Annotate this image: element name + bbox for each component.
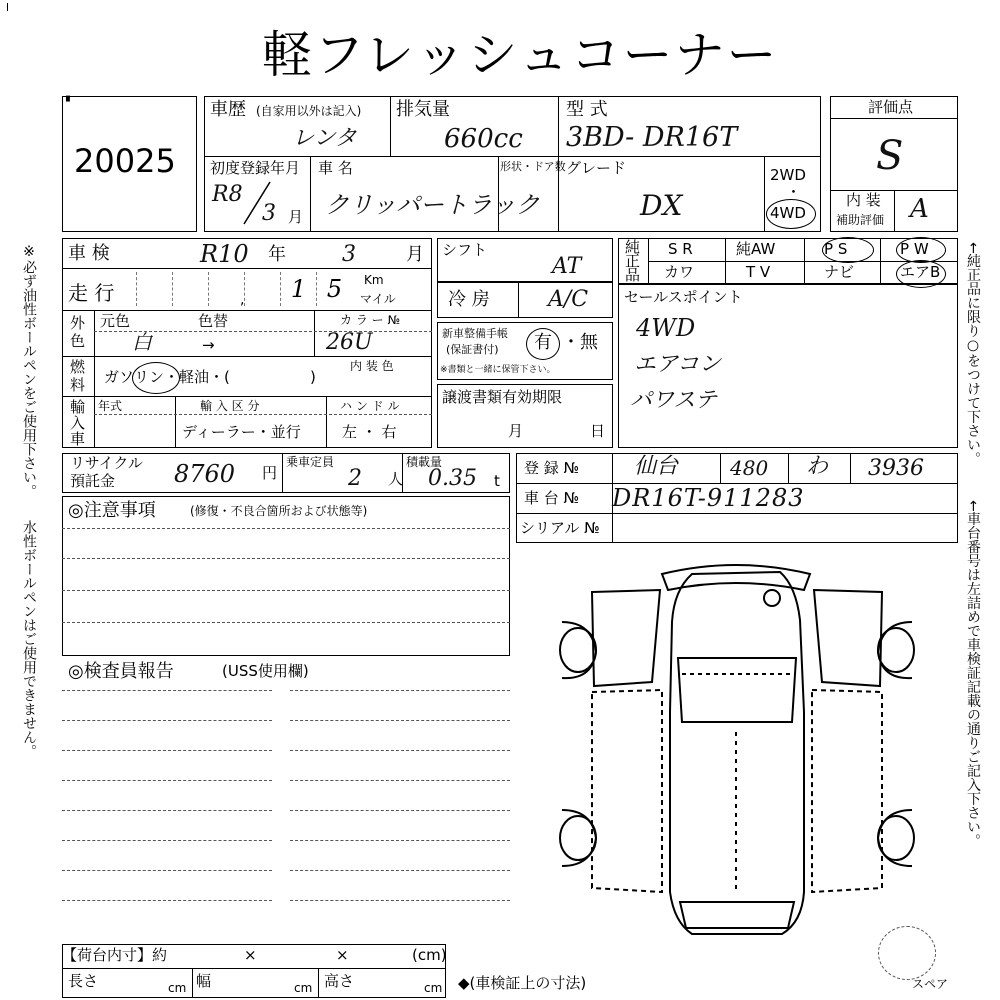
first-registration-label: 初度登録年月	[210, 159, 301, 177]
fuel-close-paren: )	[310, 368, 316, 386]
option-ps: P S	[824, 240, 848, 258]
inspector-line	[290, 780, 510, 781]
diagram-roof	[662, 565, 810, 590]
mileage-digit-cell	[136, 272, 172, 306]
import-type-value: ディーラー・並行	[182, 423, 301, 441]
maintenance-sub: (保証書付)	[446, 343, 499, 356]
history-note: (自家用以外は記入)	[256, 104, 362, 118]
grid-line	[764, 156, 765, 232]
inspector-line	[290, 900, 510, 901]
cargo-x1: ×	[244, 946, 257, 964]
inspection-era: R10	[200, 240, 249, 268]
transfer-label: 譲渡書類有効期限	[442, 388, 563, 406]
vehicle-diagram	[552, 562, 960, 944]
cargo-height-cm: cm	[424, 981, 443, 995]
grid-line	[326, 396, 327, 448]
lot-corner-mark: ▘	[66, 97, 74, 108]
color-no-value: 26U	[326, 330, 373, 355]
evaluation-label: 評価点	[868, 98, 914, 116]
arch-rr	[878, 810, 912, 866]
interior-color-label: 内 装 色	[350, 359, 394, 373]
recycle-value: 8760	[174, 460, 236, 488]
grid-line	[62, 356, 432, 357]
first-registration-month: 3	[262, 201, 276, 226]
drive-dot: ・	[786, 183, 802, 201]
mileage-digit-cell	[208, 272, 244, 306]
fuel-options: ガソリン・軽油・(	[104, 368, 230, 386]
inspection-month: 3	[342, 242, 356, 267]
grid-line	[192, 968, 193, 998]
drive-4wd-circle	[766, 199, 816, 229]
options-label-top: 純	[625, 238, 641, 256]
diagram-right-lower	[812, 690, 882, 892]
grid-line	[204, 156, 821, 157]
option-tv: T V	[746, 263, 771, 281]
maintenance-label: 新車整備手帳	[442, 327, 508, 340]
handle-label: ハ ン ド ル	[340, 399, 400, 413]
registration-area: 仙台	[634, 454, 679, 479]
grid-line	[648, 238, 649, 284]
recycle-unit: 円	[262, 464, 278, 482]
inspector-line	[62, 720, 272, 721]
mileage-digit-cell	[172, 272, 208, 306]
fuel-gasoline-circle	[132, 362, 180, 394]
maintenance-no: 無	[580, 332, 598, 353]
cargo-height: 高さ	[324, 972, 355, 990]
inspector-line	[62, 870, 272, 871]
load-label: 積載量	[406, 455, 443, 469]
notes-line	[62, 590, 510, 591]
inspector-line	[290, 690, 510, 691]
evaluation-score: S	[876, 133, 904, 179]
import-year-label: 年式	[98, 399, 123, 413]
arch-fr	[878, 622, 912, 678]
model-code-label: 型 式	[566, 99, 608, 120]
cargo-width: 幅	[196, 972, 212, 990]
mileage-unit-mile: マイル	[360, 292, 396, 306]
color-change-label: 色替	[198, 312, 229, 330]
inspection-label: 車 検	[68, 243, 110, 264]
diagram-left-side	[592, 590, 660, 686]
sales-points-label: セールスポイント	[624, 288, 743, 306]
cargo-note: ◆(車検証上の寸法)	[458, 974, 587, 992]
first-registration-year: R8	[212, 182, 243, 207]
exterior-color-label-b: 色	[70, 332, 86, 350]
model-code-value: 3BD- DR16T	[566, 122, 738, 153]
history-value: レンタ	[292, 126, 357, 151]
arch-fl	[562, 622, 596, 678]
mileage-digit-cell: 1	[280, 272, 316, 306]
interior-eval-label: 内 装	[846, 191, 881, 209]
grid-line	[62, 968, 446, 969]
inspection-month-unit: 月	[406, 244, 424, 265]
cargo-length: 長さ	[68, 972, 99, 990]
ac-label: 冷 房	[448, 289, 490, 310]
inspector-line	[62, 780, 272, 781]
inspector-line	[62, 900, 272, 901]
import-label-c: 車	[70, 430, 86, 448]
grid-line	[94, 414, 432, 415]
sales-point-3: パワステ	[630, 388, 717, 413]
notes-line	[62, 622, 510, 623]
first-registration-month-unit: 月	[288, 208, 304, 226]
grid-line	[788, 453, 789, 483]
grid-line	[516, 513, 958, 514]
diagram-windshield	[678, 658, 796, 722]
shift-label: シフト	[442, 241, 488, 259]
left-margin-note-1: ※必ず油性ボールペンをご使用下さい。	[21, 244, 37, 498]
inspection-grid	[62, 238, 432, 448]
inspection-year-unit: 年	[268, 244, 286, 265]
options-label-3: 品	[625, 266, 641, 284]
recycle-label-a: リサイクル	[70, 454, 143, 472]
option-pw: P W	[900, 240, 929, 258]
ac-value: A/C	[548, 287, 589, 312]
spare-circle	[878, 926, 936, 980]
inspector-sub: (USS使用欄)	[222, 662, 309, 680]
left-margin-note-2: 水性ボールペンはご使用できません。	[21, 520, 37, 758]
grid-line	[62, 268, 432, 269]
fuel-label-b: 料	[70, 376, 86, 394]
cargo-width-cm: cm	[294, 981, 313, 995]
maintenance-yes-circle	[526, 328, 560, 360]
mileage-label: 走 行	[68, 281, 115, 305]
arch-rl	[562, 810, 596, 866]
option-ps-circle	[822, 237, 874, 263]
grid-line	[518, 282, 519, 318]
grid-line	[62, 396, 432, 397]
mileage-cells	[136, 272, 366, 306]
grade-value: DX	[640, 189, 683, 222]
grid-line	[390, 96, 391, 156]
import-type-label: 輸 入 区 分	[200, 399, 260, 413]
inspector-line	[290, 840, 510, 841]
grid-line	[62, 310, 432, 311]
inspector-line	[62, 750, 272, 751]
transfer-month: 月	[508, 422, 524, 440]
inspector-line	[290, 750, 510, 751]
inspector-line	[290, 870, 510, 871]
drive-4wd: 4WD	[770, 204, 806, 222]
maintenance-note: ※書類と一緒に保管下さい。	[440, 365, 556, 375]
recycle-label-b: 預託金	[70, 472, 116, 490]
color-change-arrow: →	[202, 336, 215, 354]
grid-line	[804, 238, 805, 284]
option-leather: カワ	[664, 263, 695, 281]
grid-line	[318, 968, 319, 998]
transfer-day: 日	[590, 422, 606, 440]
grade-label: グレード	[566, 159, 627, 177]
exterior-color-label-a: 外	[70, 314, 86, 332]
displacement-label: 排気量	[396, 99, 450, 120]
notes-line	[62, 558, 510, 559]
registration-class: 480	[730, 456, 769, 480]
inspector-label: ◎検査員報告	[68, 661, 174, 682]
option-aw: 純AW	[736, 240, 776, 258]
capacity-label: 乗車定員	[286, 455, 335, 469]
mileage-digit-cell	[244, 272, 280, 306]
car-name-value: クリッパートラック	[325, 191, 540, 219]
option-navi: ナビ	[824, 263, 855, 281]
mileage-thousands-separator: ,	[240, 292, 245, 308]
page-title: 軽フレッシュコーナー	[262, 26, 779, 84]
maintenance-yes: 有	[534, 332, 552, 353]
grid-line	[880, 238, 881, 284]
chassis-value: DR16T-911283	[612, 484, 805, 512]
car-name-label: 車 名	[318, 159, 353, 177]
grid-line	[720, 453, 721, 483]
inspector-line	[290, 810, 510, 811]
grid-line	[894, 190, 895, 232]
sales-point-2: エアコン	[634, 352, 721, 377]
capacity-unit: 人	[388, 470, 404, 488]
notes-sub: (修復・不良合箇所および状態等)	[190, 504, 368, 518]
sales-point-1: 4WD	[636, 314, 696, 342]
history-label: 車歴	[210, 99, 246, 120]
maintenance-dot: ・	[562, 332, 580, 353]
notes-label: ◎注意事項	[68, 500, 156, 521]
grid-line	[314, 310, 315, 356]
option-airbag: エアB	[900, 263, 941, 281]
inspector-line	[62, 810, 272, 811]
interior-eval-value: A	[910, 194, 929, 224]
notes-line	[62, 528, 510, 529]
orig-color-label: 元色	[100, 312, 131, 330]
grid-line	[282, 453, 283, 493]
inspector-line	[62, 840, 272, 841]
shape-doors-label: 形状・ドア数	[500, 160, 566, 173]
cargo-unit: (cm)	[412, 946, 447, 964]
drive-2wd: 2WD	[770, 166, 806, 184]
interior-eval-sub: 補助評価	[836, 213, 885, 227]
grid-line	[725, 238, 726, 284]
grid-line	[175, 396, 176, 448]
spare-label: スペア	[912, 977, 949, 991]
chassis-label: 車 台 №	[524, 489, 580, 507]
inspector-line	[62, 690, 272, 691]
displacement-value: 660cc	[444, 124, 523, 154]
option-sr: S R	[668, 240, 693, 258]
load-value: 0.35	[428, 466, 477, 491]
registration-label: 登 録 №	[524, 459, 580, 477]
inspector-line	[290, 720, 510, 721]
fuel-label-a: 燃	[70, 358, 86, 376]
right-margin-note-2: ←車台番号は左詰めで車検証記載の通りご記入下さい。	[965, 500, 981, 848]
corner-mark	[7, 3, 9, 11]
registration-kana: わ	[806, 454, 829, 479]
diagram-left-lower	[592, 690, 662, 892]
diagram-right-side	[814, 590, 882, 686]
orig-color-value: 白	[132, 330, 152, 354]
lot-number: 20025	[74, 142, 176, 180]
grid-line	[850, 453, 851, 483]
grid-line	[830, 118, 958, 119]
options-label-bottom: 正	[625, 252, 641, 270]
import-label-a: 輸	[70, 398, 86, 416]
registration-number: 3936	[868, 456, 924, 481]
handle-value: 左 ・ 右	[342, 423, 397, 441]
capacity-value: 2	[348, 466, 362, 491]
import-label-b: 入	[70, 414, 86, 432]
mirror-left	[764, 590, 780, 606]
mileage-digit-cell: 5	[316, 272, 352, 306]
cargo-x2: ×	[336, 946, 349, 964]
diagram-rear	[680, 902, 794, 928]
cargo-length-cm: cm	[168, 981, 187, 995]
right-margin-note-1: ←純正品に限り○をつけて下さい。	[965, 242, 981, 466]
cargo-label: 【荷台内寸】約	[62, 946, 168, 964]
load-unit: t	[494, 472, 500, 490]
color-no-label: カ ラ ー №	[340, 313, 400, 327]
grid-line	[310, 156, 311, 232]
shift-value: AT	[552, 254, 582, 279]
mileage-unit-km: Km	[364, 273, 384, 287]
serial-label: シリアル №	[520, 519, 600, 537]
